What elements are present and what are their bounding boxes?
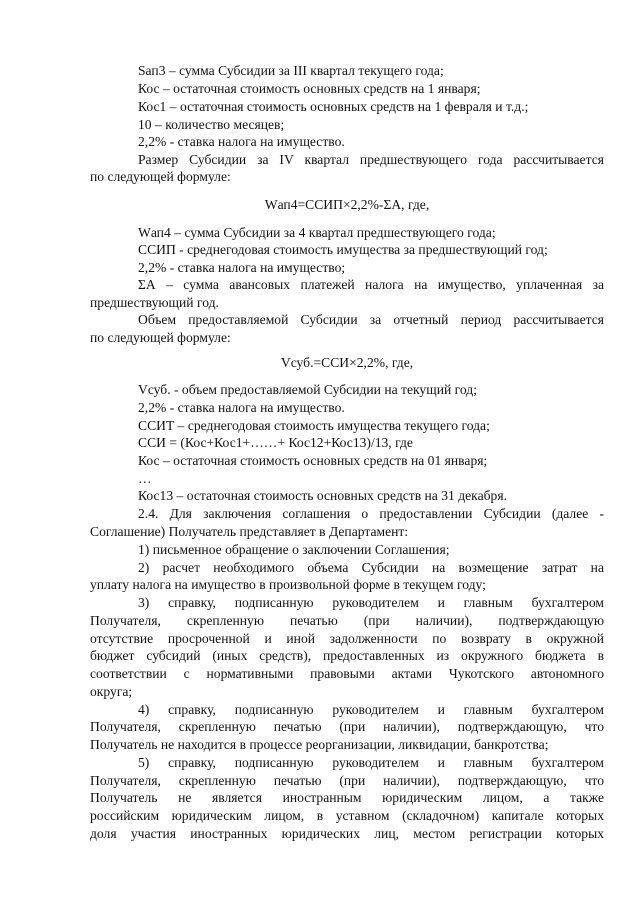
text-line: Кос – остаточная стоимость основных средств на 1 января; (138, 81, 481, 96)
text-line: Получатель не является иностранным юридическим лицом, а также (90, 790, 604, 805)
text-line: по следующей формуле: (90, 330, 231, 345)
formula: Wап4=ССИП×2,2%-ΣА, где, (264, 197, 430, 212)
text-line: 2.4. Для заключения соглашения о предоставлении Субсидии (далее - (138, 506, 604, 521)
text-line: российским юридическим лицом, в уставном (складочном) капитале которых (90, 808, 604, 823)
text-line: ССИ = (Кос+Кос1+……+ Кос12+Кос13)/13, где (138, 435, 413, 450)
text-line: округа; (90, 684, 133, 699)
text-line: ΣА – сумма авансовых платежей налога на имущество, уплаченная за (138, 277, 604, 292)
text-line: доля участия иностранных юридических лиц, местом регистрации которых (90, 826, 604, 841)
text-line: Получателя, скрепленную печатью (при наличии), подтверждающую, что (90, 773, 604, 788)
text-line: ССИТ – среднегодовая стоимость имущества текущего года; (138, 418, 490, 433)
text-line: отсутствие просроченной и иной задолженности по возврату в окружной (90, 631, 604, 646)
text-line: 2) расчет необходимого объема Субсидии на возмещение затрат на (138, 560, 604, 575)
text-line: 1) письменное обращение о заключении Соглашения; (138, 542, 450, 557)
text-line: Sап3 – сумма Субсидии за III квартал текущего года; (138, 63, 444, 78)
text-line: 3) справку, подписанную руководителем и главным бухгалтером (138, 595, 604, 610)
text-line: 4) справку, подписанную руководителем и главным бухгалтером (138, 702, 604, 717)
text-line: Vсуб. - объем предоставляемой Субсидии на текущий год; (138, 382, 477, 397)
text-line: Кос13 – остаточная стоимость основных средств на 31 декабря. (138, 488, 507, 503)
text-line: 2,2% - ставка налога на имущество. (138, 134, 345, 149)
text-line: 10 – количество месяцев; (138, 117, 285, 132)
text-line: Объем предоставляемой Субсидии за отчетный период рассчитывается (138, 312, 604, 327)
text-line: по следующей формуле: (90, 169, 231, 184)
text-line: Wап4 – сумма Субсидии за 4 квартал предшествующего года; (138, 225, 496, 240)
text-line: Размер Субсидии за IV квартал предшествующего года рассчитывается (138, 152, 604, 167)
text-line: Соглашение) Получатель представляет в Департамент: (90, 524, 409, 539)
text-line: соответствии с нормативными правовыми актами Чукотского автономного (90, 666, 604, 681)
text-line: Кос1 – остаточная стоимость основных средств на 1 февраля и т.д.; (138, 99, 529, 114)
text-line: уплату налога на имущество в произвольной форме в текущем году; (90, 577, 486, 592)
text-line: … (138, 471, 152, 486)
text-line: предшествующий год. (90, 295, 219, 310)
formula: Vсуб.=ССИ×2,2%, где, (280, 355, 414, 370)
text-line: Получателя, скрепленную печатью (при наличии), подтверждающую, что (90, 719, 604, 734)
text-line: 2,2% - ставка налога на имущество. (138, 400, 345, 415)
text-line: Получателя, скрепленную печатью (при наличии), подтверждающую (90, 613, 604, 628)
text-line: 2,2% - ставка налога на имущество; (138, 260, 346, 275)
text-line: ССИП - среднегодовая стоимость имущества за предшествующий год; (138, 242, 548, 257)
text-line: Получатель не находится в процессе реорганизации, ликвидации, банкротства; (90, 737, 549, 752)
text-line: Кос – остаточная стоимость основных средств на 01 января; (138, 453, 488, 468)
text-line: 5) справку, подписанную руководителем и главным бухгалтером (138, 755, 604, 770)
text-line: бюджет субсидий (иных средств), предоставленных из окружного бюджета в (90, 648, 604, 663)
